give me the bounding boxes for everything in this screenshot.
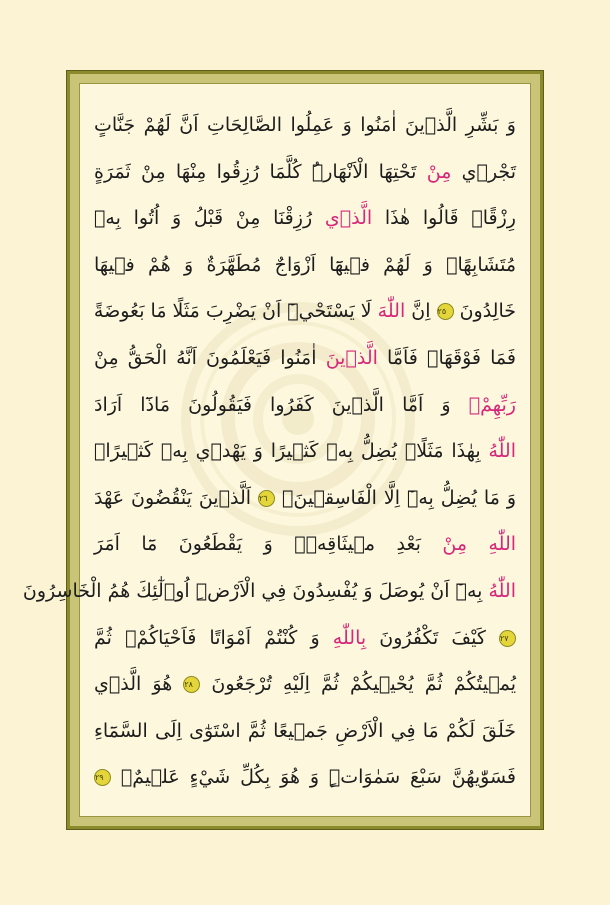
highlighted-word: رَبِّهِمْۚ bbox=[468, 393, 516, 416]
page-border-frame bbox=[22, 70, 544, 830]
verse-text: اِنَّ bbox=[405, 300, 437, 323]
verse-text bbox=[467, 533, 488, 555]
highlighted-word: مِنْ bbox=[442, 533, 468, 556]
verse-line bbox=[22, 568, 516, 615]
ayah-number-marker: ٢٩ bbox=[94, 769, 111, 786]
verse-text: اٰمَنُوا فَيَعْلَمُونَ اَنَّهُ الْحَقُّ مِنْ bbox=[94, 346, 326, 369]
verse-text: فَسَوّٰيهُنَّ سَبْعَ سَمٰوَاتٍۜ وَ هُوَ بِكُلِّ شَيْءٍ عَل۪يمٌ۟ bbox=[111, 766, 516, 789]
highlighted-word: اللّٰهُ bbox=[488, 440, 516, 463]
verse-text: تَجْر۪ي bbox=[451, 160, 516, 183]
verse-text: بَعْدِ م۪يثَاقِه۪ۖ وَ يَقْطَعُونَ مَٓا اَمَرَ bbox=[94, 533, 443, 556]
verse-text: مُتَشَابِهًاۜ وَ لَهُمْ ف۪يهَٓا اَزْوَاجٌ مُطَهَّرَةٌ وَ هُمْ ف۪يهَا bbox=[94, 253, 516, 276]
highlighted-word: بِاللّٰهِ bbox=[332, 626, 367, 649]
verse-text: اَلَّذ۪ينَ يَنْقُضُونَ عَهْدَ bbox=[94, 486, 258, 509]
highlighted-word: اللّٰهُ bbox=[488, 579, 516, 602]
verse-line bbox=[94, 382, 516, 429]
verse-line bbox=[94, 288, 516, 335]
verse-line bbox=[94, 102, 516, 149]
verse-line bbox=[94, 661, 516, 708]
verse-text: خَلَقَ لَكُمْ مَا فِي الْاَرْضِ جَم۪يعًا ثُمَّ اسْتَوٰٓى اِلَى السَّمَٓاءِ bbox=[94, 719, 516, 742]
verse-text: رِزْقًاۙ قَالُوا هٰذَا bbox=[372, 207, 516, 230]
ayah-number-marker: ٢٨ bbox=[183, 676, 200, 693]
verse-line bbox=[94, 428, 516, 475]
highlighted-word: الَّذ۪ي bbox=[324, 207, 373, 230]
verse-line bbox=[94, 615, 516, 662]
verse-line bbox=[94, 149, 516, 196]
ayah-number-marker: ٢٧ bbox=[499, 630, 516, 647]
verse-text: فَمَا فَوْقَهَاۜ فَاَمَّا bbox=[377, 346, 516, 369]
highlighted-word: مِنْ bbox=[426, 160, 452, 183]
highlighted-word: الَّذ۪ينَ bbox=[325, 346, 378, 369]
verse-text: وَ مَا يُضِلُّ بِه۪ٓ اِلَّا الْفَاسِق۪ينَۙ bbox=[275, 486, 516, 509]
verse-text: بِه۪ٓ اَنْ يُوصَلَ وَ يُفْسِدُونَ فِي الْاَرْضِۜ اُو۬لٰٓئِكَ هُمُ الْخَاسِرُونَ bbox=[22, 579, 489, 602]
ayah-number-marker: ٢٦ bbox=[258, 490, 275, 507]
verse-text: وَ كُنْتُمْ اَمْوَاتًا فَاَحْيَاكُمْۚ ثُمَّ bbox=[94, 626, 333, 649]
text-area bbox=[22, 83, 531, 817]
verse-text: خَالِدُونَ bbox=[453, 300, 516, 323]
verse-text: وَ بَشِّرِ الَّذ۪ينَ اٰمَنُوا وَ عَمِلُوا الصَّالِحَاتِ اَنَّ لَهُمْ جَنَّاتٍ bbox=[94, 114, 516, 136]
verse-line bbox=[94, 242, 516, 289]
verse-text: هُوَ الَّذ۪ي bbox=[94, 673, 184, 696]
verse-text: رُزِقْنَا مِنْ قَبْلُ وَ اُتُوا بِه۪ bbox=[94, 207, 325, 230]
verse-line bbox=[94, 335, 516, 382]
verse-line bbox=[94, 708, 516, 755]
verse-text: بِهٰذَا مَثَلًاۢ يُضِلُّ بِه۪ كَث۪يرًا وَ يَهْد۪ي بِه۪ كَث۪يرًاۜ bbox=[94, 440, 489, 463]
page-border-inner bbox=[22, 74, 540, 826]
verse-text: كَيْفَ تَكْفُرُونَ bbox=[366, 626, 499, 649]
ayah-number-marker: ٢٥ bbox=[437, 303, 454, 320]
verse-text: يُم۪يتُكُمْ ثُمَّ يُحْي۪يكُمْ ثُمَّ اِلَيْهِ تُرْجَعُونَ bbox=[200, 673, 516, 696]
verse-line bbox=[94, 521, 516, 568]
verse-line bbox=[94, 195, 516, 242]
verse-text: تَحْتِهَا الْاَنْهَارُۜ كُلَّمَا رُزِقُوا مِنْهَا مِنْ ثَمَرَةٍ bbox=[94, 160, 427, 183]
verse-text: لَا يَسْتَحْي۪ٓ اَنْ يَضْرِبَ مَثَلًا مَا بَعُوضَةً bbox=[93, 300, 378, 323]
verse-text: وَ اَمَّا الَّذ۪ينَ كَفَرُوا فَيَقُولُونَ مَاذَٓا اَرَادَ bbox=[94, 393, 469, 416]
highlighted-word: اللّٰهِ bbox=[488, 533, 517, 556]
verse-line bbox=[94, 754, 516, 801]
highlighted-word: اللّٰهَ bbox=[377, 300, 406, 323]
verse-lines bbox=[22, 102, 517, 801]
verse-line bbox=[94, 475, 516, 522]
